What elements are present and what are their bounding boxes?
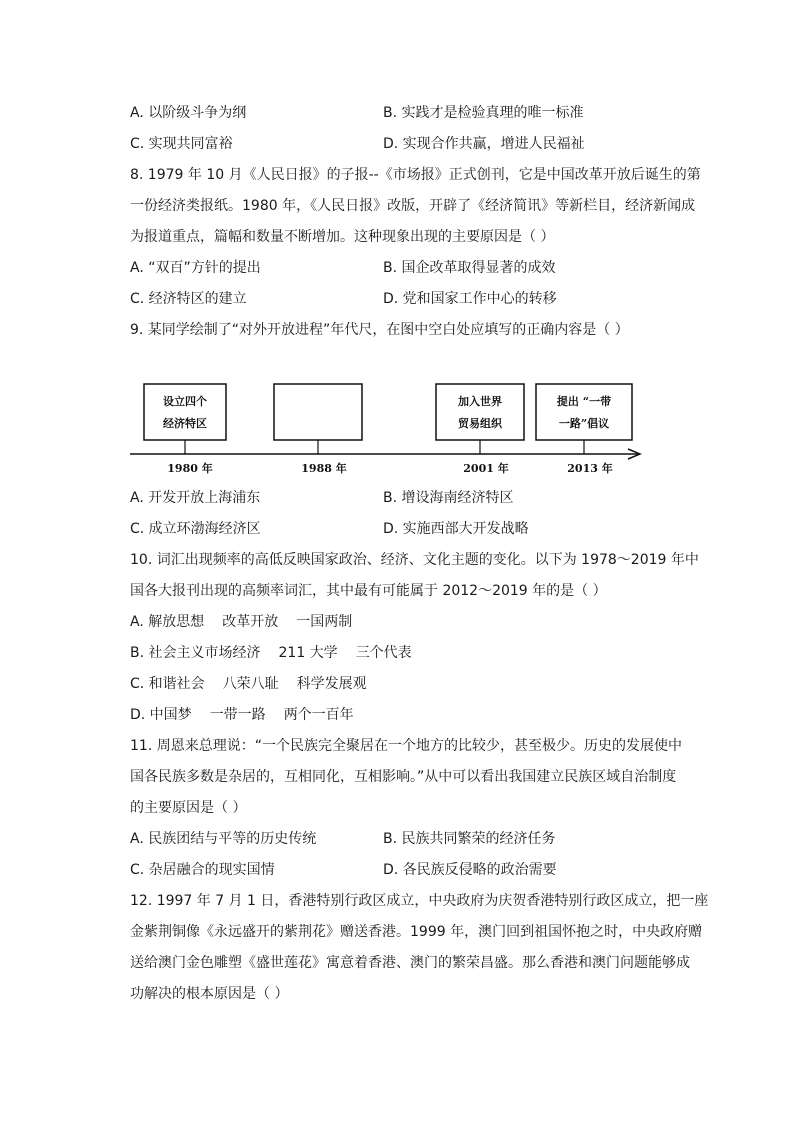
q12-stem-line-4: 功解决的根本原因是（ ） (130, 986, 289, 1002)
q8-stem-line-1: 8. 1979 年 10 月《人民日报》的子报--《市场报》正式创刊，它是中国改革开放后诞生的第 (130, 167, 701, 183)
q9-option-d: D. 实施西部大开发战略 (383, 521, 529, 537)
q8-option-a: A. “双百”方针的提出 (130, 260, 261, 276)
q9-option-b: B. 增设海南经济特区 (383, 490, 514, 506)
q10-option-d-term-3: 两个一百年 (283, 707, 354, 723)
q7-option-d: D. 实现合作共赢，增进人民福祉 (383, 136, 585, 152)
timeline-year-1988: 1988 年 (301, 462, 347, 475)
timeline-box-2001-line-2: 贸易组织 (458, 417, 502, 430)
q10-option-a (130, 613, 352, 631)
q8-stem-line-2: 一份经济类报纸。1980 年，《人民日报》改版，开辟了《经济简讯》等新栏目，经济新闻成 (130, 198, 696, 214)
q12-stem-line-3: 送给澳门金色雕塑《盛世莲花》寓意着香港、澳门的繁荣昌盛。那么香港和澳门问题能够成 (130, 955, 690, 971)
q10-option-d-term-1: D. 中国梦 (130, 707, 192, 723)
q9-option-c: C. 成立环渤海经济区 (130, 521, 261, 537)
opening-up-timeline (128, 378, 648, 478)
q11-option-d: D. 各民族反侵略的政治需要 (383, 862, 557, 878)
q10-option-a-term-1: A. 解放思想 (130, 614, 205, 630)
q12-stem-line-2: 金紫荆铜像《永远盛开的紫荆花》赠送香港。1999 年，澳门回到祖国怀抱之时，中央政府赠 (130, 924, 703, 940)
timeline-box-1988-blank (274, 384, 362, 440)
timeline-box-2001-line-1: 加入世界 (458, 395, 502, 408)
q11-stem-line-2: 国各民族多数是杂居的，互相同化，互相影响。”从中可以看出我国建立民族区域自治制度 (130, 769, 677, 785)
q7-option-b: B. 实践才是检验真理的唯一标准 (383, 105, 584, 121)
q10-option-c-term-2: 八荣八耻 (222, 676, 279, 692)
q10-option-b-term-3: 三个代表 (355, 645, 412, 661)
q7-option-a: A. 以阶级斗争为纲 (130, 105, 247, 121)
q10-option-b-term-2: 211 大学 (278, 645, 338, 661)
timeline-year-1980: 1980 年 (167, 462, 213, 475)
q10-option-c-term-3: 科学发展观 (296, 676, 367, 692)
q10-option-a-term-3: 一国两制 (296, 614, 353, 630)
timeline-box-2013-line-1: 提出 “一带 (556, 395, 612, 408)
timeline-box-2013-line-2: 一路”倡议 (558, 417, 610, 430)
q10-option-b (130, 644, 412, 662)
q10-stem-line-1: 10. 词汇出现频率的高低反映国家政治、经济、文化主题的变化。以下为 1978～2019 年中 (130, 552, 699, 568)
q8-option-c: C. 经济特区的建立 (130, 291, 247, 307)
q11-option-c: C. 杂居融合的现实国情 (130, 862, 275, 878)
timeline-year-2013: 2013 年 (567, 462, 613, 475)
q11-option-b: B. 民族共同繁荣的经济任务 (383, 831, 556, 847)
q10-option-c (130, 675, 367, 693)
q11-stem-line-1: 11. 周恩来总理说：“一个民族完全聚居在一个地方的比较少，甚至极少。历史的发展使中 (130, 738, 682, 754)
q8-stem-line-3: 为报道重点，篇幅和数量不断增加。这种现象出现的主要原因是（ ） (130, 229, 555, 245)
q7-option-c: C. 实现共同富裕 (130, 136, 233, 152)
q10-option-d-term-2: 一带一路 (209, 707, 266, 723)
q11-stem-line-3: 的主要原因是（ ） (130, 800, 247, 816)
timeline-box-1980-line-1: 设立四个 (163, 395, 207, 408)
q10-option-d (130, 706, 354, 724)
q9-option-a: A. 开发开放上海浦东 (130, 490, 261, 506)
q10-option-a-term-2: 改革开放 (222, 614, 279, 630)
q9-stem-line-1: 9. 某同学绘制了“对外开放进程”年代尺，在图中空白处应填写的正确内容是（ ） (130, 322, 629, 338)
timeline-box-1980 (144, 384, 226, 440)
q10-stem-line-2: 国各大报刊出现的高频率词汇，其中最有可能属于 2012～2019 年的是（ ） (130, 583, 607, 599)
timeline-box-2001 (436, 384, 524, 440)
timeline-year-2001: 2001 年 (463, 462, 509, 475)
q12-stem-line-1: 12. 1997 年 7 月 1 日，香港特别行政区成立，中央政府为庆贺香港特别行政区成立，把一座 (130, 893, 709, 909)
q11-option-a: A. 民族团结与平等的历史传统 (130, 831, 317, 847)
q10-option-c-term-1: C. 和谐社会 (130, 676, 205, 692)
q8-option-b: B. 国企改革取得显著的成效 (383, 260, 556, 276)
timeline-box-2013 (536, 384, 632, 440)
q10-option-b-term-1: B. 社会主义市场经济 (130, 645, 261, 661)
timeline-box-1980-line-2: 经济特区 (163, 417, 207, 430)
q8-option-d: D. 党和国家工作中心的转移 (383, 291, 557, 307)
